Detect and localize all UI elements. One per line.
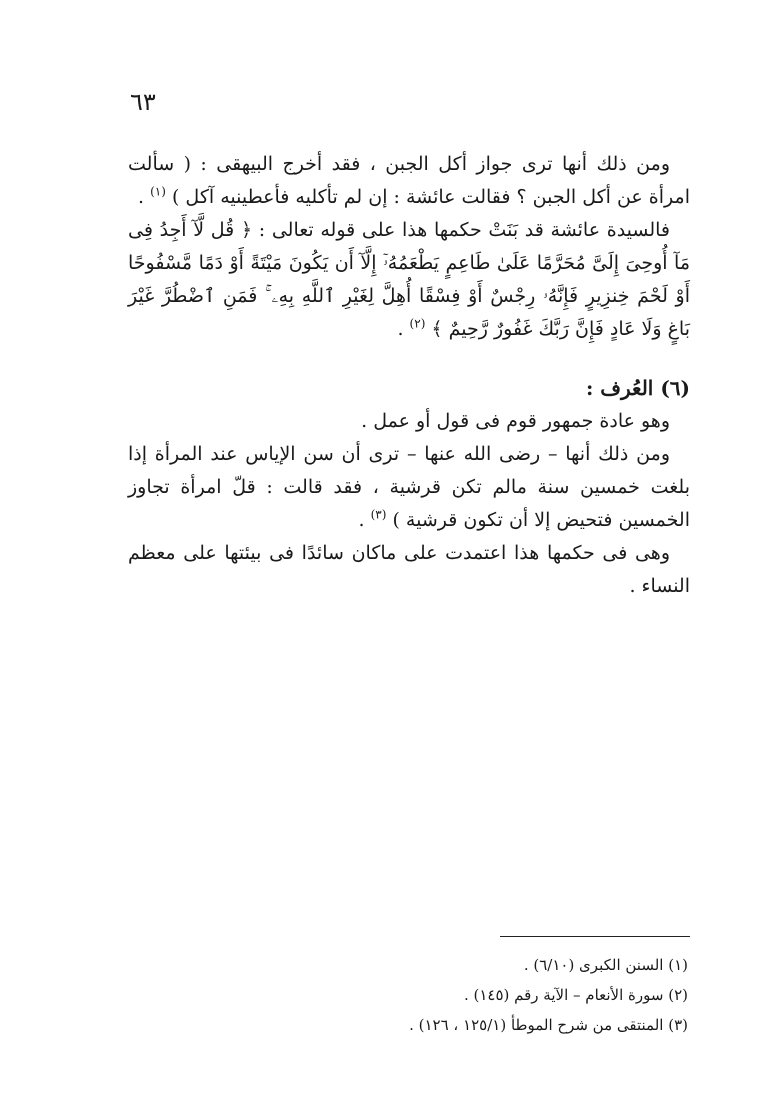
paragraph-text: وهى فى حكمها هذا اعتمدت على ماكان سائدًا فى بيئتها على معظم النساء .	[128, 542, 690, 597]
ornate-bracket-close: ﴾	[431, 318, 443, 340]
footnote-ref-3: (٣)	[370, 507, 387, 522]
paragraph-text: فالسيدة عائشة قد بَنَتْ حكمها هذا على قوله تعالى :	[252, 219, 671, 241]
quran-verse: قُل لَّآ أَجِدُ فِى مَآ أُوحِىَ إِلَىَّ مُحَرَّمًا عَلَىٰ طَاعِمٍ يَطْعَمُهُۥٓ إِلَّآ أَن يَكُونَ مَيْتَةً أَوْ دَمًا مَّسْفُوحًا أَوْ لَحْمَ خِنزِيرٍ فَإِنَّهُۥ رِجْسٌ أَوْ فِسْقًا أُهِلَّ لِغَيْرِ ٱللَّهِ بِهِۦ ۚ فَمَنِ ٱضْطُرَّ غَيْرَ بَاغٍ وَلَا عَادٍ فَإِنَّ رَبَّكَ غَفُورٌ رَّحِيمٌ	[128, 219, 690, 340]
paragraph-text: ومن ذلك أنها – رضى الله عنها – ترى أن سن الإياس عند المرأة إذا بلغت خمسين سنة مالم تكن قرشية ، فقد قالت : قلّ امرأة تجاوز الخمسين فتحيض إلا أن تكون قرشية )	[128, 443, 690, 531]
footnote-ref-2: (٢)	[409, 316, 426, 331]
section-heading: (٦) العُرف :	[585, 376, 690, 400]
paragraph-verse	[128, 214, 690, 346]
paragraph-end: .	[397, 318, 410, 340]
footnote-2: (٢) سورة الأنعام – الآية رقم (١٤٥) .	[463, 986, 688, 1004]
paragraph-menopause	[128, 438, 690, 537]
paragraph-end: .	[358, 509, 371, 531]
paragraph-text: وهو عادة جمهور قوم فى قول أو عمل .	[361, 410, 670, 432]
footnote-divider	[500, 936, 690, 937]
footnote-ref-1: (١)	[150, 184, 166, 199]
spacer	[128, 346, 690, 372]
page-number: ٦٣	[130, 88, 156, 116]
paragraph-text: ومن ذلك أنها ترى جواز أكل الجبن ، فقد أخرج البيهقى : ( سألت امرأة عن أكل الجبن ؟ فقالت عائشة : إن لم تأكليه فأعطينيه آكل )	[128, 153, 690, 208]
paragraph-end: .	[138, 186, 151, 208]
paragraph-cheese	[128, 148, 690, 214]
footnote-1: (١) السنن الكبرى (٦/١٠) .	[523, 956, 688, 974]
main-text	[128, 148, 690, 603]
paragraph-conclusion	[128, 537, 690, 603]
paragraph-definition	[128, 405, 690, 438]
ornate-bracket-open: ﴿	[240, 219, 253, 241]
footnotes	[200, 950, 688, 1040]
footnote-3: (٣) المنتقى من شرح الموطأ (١٢٥/١ ، ١٢٦) .	[409, 1016, 688, 1034]
